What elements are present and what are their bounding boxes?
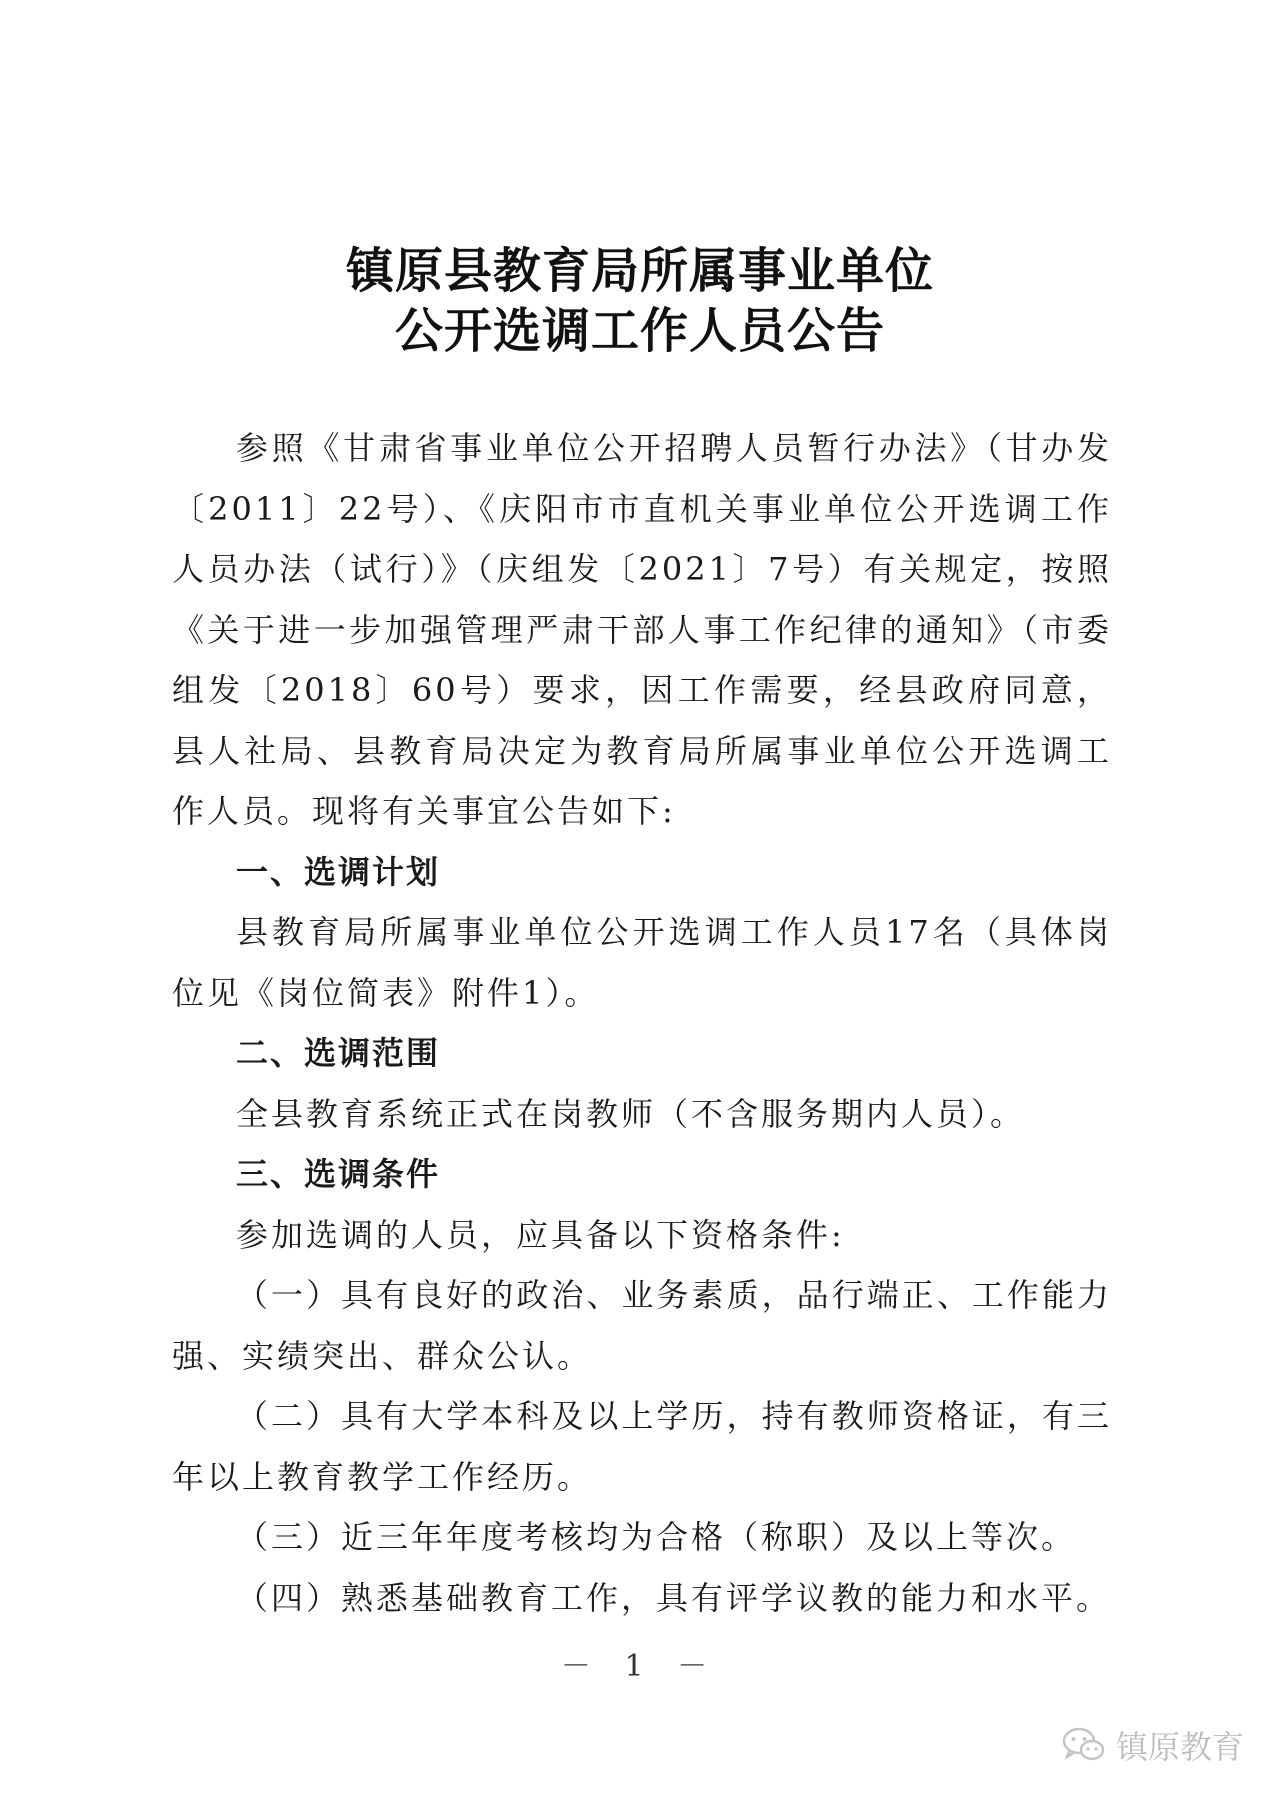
watermark [1062, 1722, 1244, 1768]
document-title-line-1: 镇原县教育局所属事业单位 [345, 243, 934, 299]
condition-item-1: （一）具有良好的政治、业务素质，品行端正、工作能力强、实绩突出、群众公认。 [172, 1276, 1112, 1375]
section-heading-conditions: 三、选调条件 [236, 1155, 441, 1193]
condition-item-3: （三）近三年年度考核均为合格（称职）及以上等次。 [236, 1518, 1077, 1556]
section-heading-plan: 一、选调计划 [236, 852, 441, 891]
page-number: － 1 － [560, 1649, 720, 1684]
condition-item-2: （二）具有大学本科及以上学历，持有教师资格证，有三年以上教育教学工作经历。 [172, 1397, 1112, 1496]
conditions-intro-paragraph: 参加选调的人员，应具备以下资格条件: [236, 1215, 845, 1254]
intro-paragraph: 参照《甘肃省事业单位公开招聘人员暂行办法》（甘办发〔2011〕22号）、《庆阳市市直机关事业单位公开选调工作人员办法（试行）》（庆组发〔2021〕7号）有关规定，按照《关于进一步加强管理严肃干部人事工作纪律的通知》（市委组发〔2018〕60号）要求，因工作需要，经县政府同意，县人社局、县教育局决定为教育局所属事业单位公开选调工作人员。现将有关事宜公告如下: [172, 429, 1112, 830]
document-title-line-2: 公开选调工作人员公告 [394, 303, 885, 359]
scope-paragraph: 全县教育系统正式在岗教师（不含服务期内人员）。 [236, 1094, 1026, 1133]
watermark-text: 镇原教育 [1115, 1728, 1244, 1766]
wechat-icon [1062, 1726, 1106, 1764]
plan-paragraph: 县教育局所属事业单位公开选调工作人员17名（具体岗位见《岗位简表》附件1）。 [172, 913, 1112, 1012]
document-body [172, 418, 1112, 1628]
section-heading-scope: 二、选调范围 [236, 1034, 441, 1072]
condition-item-4: （四）熟悉基础教育工作，具有评学议教的能力和水平。 [236, 1578, 1112, 1617]
